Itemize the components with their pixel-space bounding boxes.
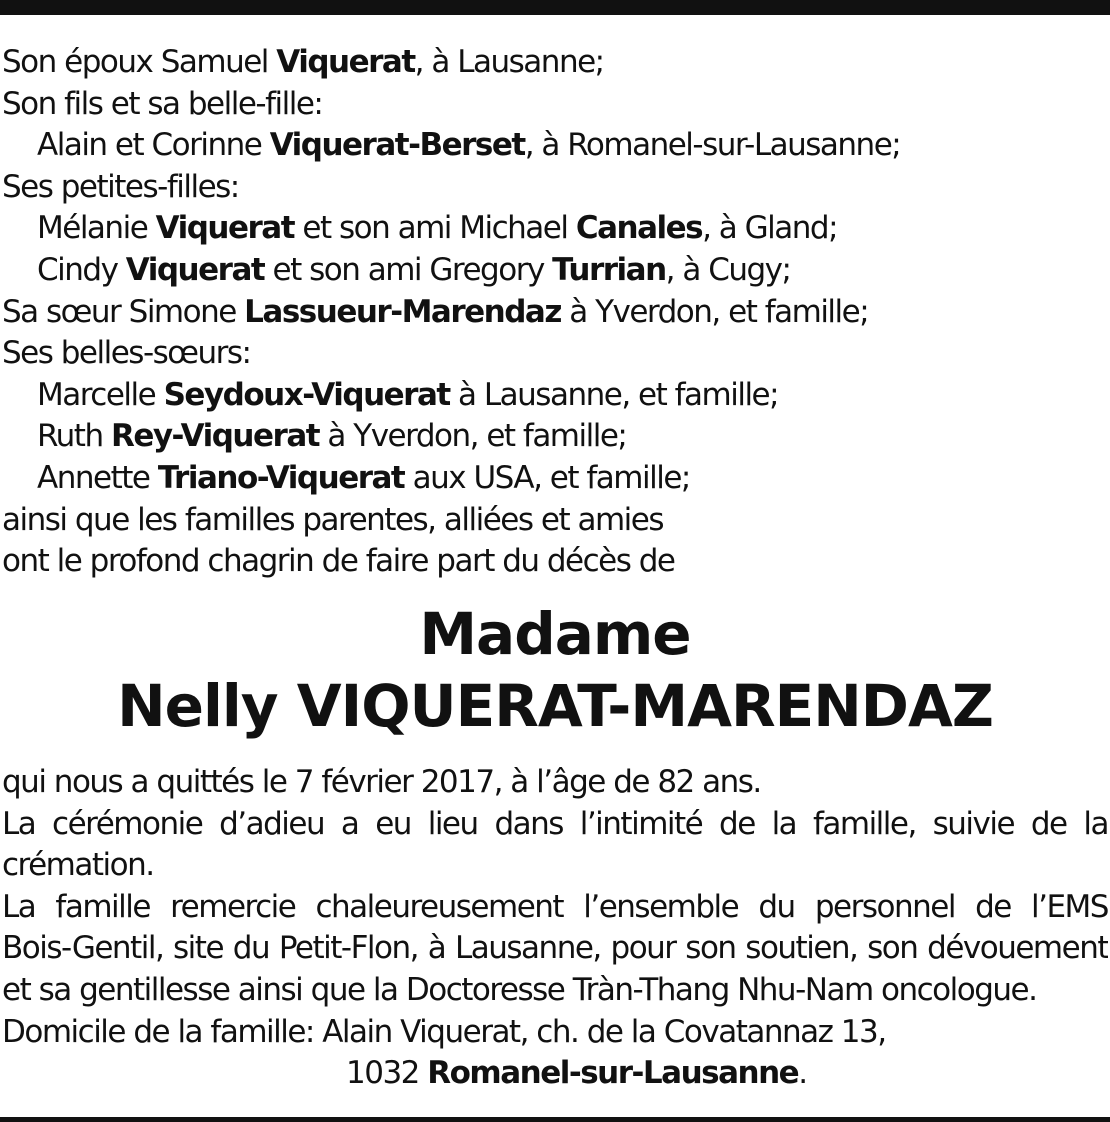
- survivor-heading: Ses petites-filles:: [2, 168, 239, 205]
- thanks-line: Bois-Gentil, site du Petit-Flon, à Lausanne, pour son soutien, son dévouement: [2, 930, 1108, 967]
- top-rule: [0, 0, 1110, 15]
- family-name: Seydoux-Viquerat: [163, 376, 450, 413]
- notice-details: [2, 762, 1108, 1095]
- survivor-line: Ruth Rey-Viquerat à Yverdon, et famille;: [37, 418, 627, 455]
- thanks-line: et sa gentillesse ainsi que la Doctoresse Tràn-Thang Nhu-Nam oncologue.: [2, 971, 1037, 1008]
- closing-line: ont le profond chagrin de faire part du décès de: [2, 543, 675, 580]
- family-name: Viquerat: [155, 210, 295, 247]
- date-line: qui nous a quittés le 7 février 2017, à l’âge de 82 ans.: [2, 764, 761, 800]
- survivors-list: [2, 42, 900, 583]
- family-name: Canales: [575, 210, 703, 247]
- family-name: Rey-Viquerat: [110, 418, 320, 455]
- family-name: Viquerat: [125, 251, 265, 288]
- deceased-name: Nelly VIQUERAT-MARENDAZ: [117, 672, 993, 740]
- ceremony-line: La cérémonie d’adieu a eu lieu dans l’intimité de la famille, suivie de la: [2, 805, 1108, 842]
- survivor-line: Cindy Viquerat et son ami Gregory Turrian, à Cugy;: [37, 251, 791, 288]
- survivor-line: Marcelle Seydoux-Viquerat à Lausanne, et famille;: [37, 376, 779, 413]
- deceased-heading: [0, 600, 1110, 744]
- survivor-line: Annette Triano-Viquerat aux USA, et famille;: [37, 459, 690, 496]
- address-line: Domicile de la famille: Alain Viquerat, ch. de la Covatannaz 13,: [2, 1013, 886, 1050]
- ceremony-line: crémation.: [2, 847, 154, 884]
- honorific: Madame: [419, 600, 691, 668]
- survivor-line: Sa sœur Simone Lassueur-Marendaz à Yverdon, et famille;: [2, 293, 869, 330]
- thanks-line: La famille remercie chaleureusement l’ensemble du personnel de l’EMS: [2, 888, 1108, 925]
- family-name: Triano-Viquerat: [157, 459, 405, 496]
- address-town-line: 1032 Romanel-sur-Lausanne.: [346, 1055, 807, 1092]
- survivor-line: Mélanie Viquerat et son ami Michael Canales, à Gland;: [37, 210, 838, 247]
- survivor-heading: Ses belles-sœurs:: [2, 335, 251, 372]
- survivor-line: Son époux Samuel Viquerat, à Lausanne;: [2, 44, 604, 80]
- survivor-line: Alain et Corinne Viquerat-Berset, à Romanel-sur-Lausanne;: [37, 127, 901, 164]
- bottom-rule: [0, 1117, 1110, 1122]
- survivor-heading: Son fils et sa belle-fille:: [2, 85, 323, 122]
- family-name: Lassueur-Marendaz: [244, 293, 561, 330]
- family-name: Viquerat-Berset: [269, 127, 525, 164]
- family-name: Turrian: [552, 251, 666, 288]
- closing-line: ainsi que les familles parentes, alliées et amies: [2, 501, 663, 538]
- family-name: Viquerat: [276, 44, 415, 80]
- town-name: Romanel-sur-Lausanne: [427, 1055, 799, 1092]
